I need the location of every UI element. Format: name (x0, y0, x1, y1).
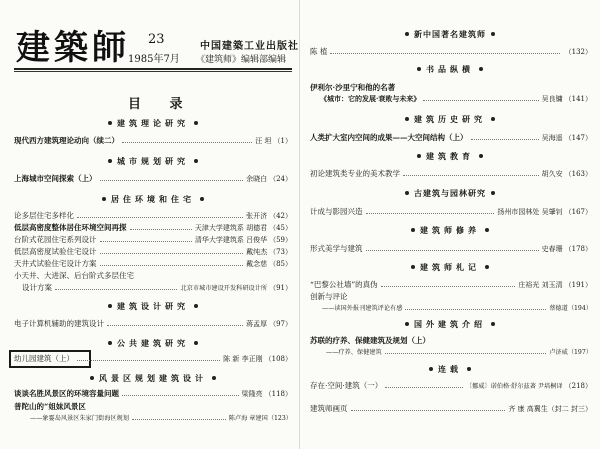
section-header: 建筑理论研究 (14, 117, 292, 129)
toc-entry-subtitle[interactable]: ——象霎岛风景区朱家门街海区规划 陈卢海 章建国 （123） (30, 415, 292, 422)
toc-entry[interactable]: 苏联的疗养、保健建筑及规划（上） (310, 336, 430, 345)
issue-number: 23 (148, 32, 165, 47)
toc-entry[interactable]: 计成与影园兴造 扬州市园林处 吴肇钊 （167） (310, 207, 592, 216)
toc-entry-subtitle[interactable]: ——疗养、保健建筑 卢济威 （197） (326, 349, 592, 356)
toc-entry[interactable]: 《城市：它的发展·衰败与未来》 吴良镛 （141） (320, 94, 592, 103)
toc-entry[interactable]: 建筑师画页 齐 康 高冀生（封二 封三） (310, 404, 592, 413)
toc-entry[interactable]: “巴黎公社墙”的真伪 庄裕光 刘玉清 （191） (310, 280, 592, 289)
section-header: 书品纵横 (308, 63, 592, 75)
toc-entry[interactable]: 存在·空间·建筑（一） 〔挪威〕诺伯格·舒尔兹著 尹培桐译 （218） (310, 381, 592, 390)
toc-entry[interactable]: 低层高密度试验住宅设计 戴纯杰 （73） (14, 247, 292, 256)
section-header: 建筑教育 (308, 150, 592, 162)
section-header: 公共建筑研究 (14, 337, 292, 349)
publisher: 中国建築工业出版社 (200, 41, 299, 52)
toc-entry[interactable]: 初论建筑类专业的美术教学 胡久安 （163） (310, 169, 592, 178)
section-header: 建筑师修养 (308, 224, 592, 236)
toc-title: 目 录 (128, 97, 195, 112)
toc-entry[interactable]: 现代西方建筑理论动向（续二） 汪 坦 （1） (14, 136, 292, 145)
toc-entry-highlighted[interactable]: 幼儿园建筑（上） 陈 新 李正刚 （108） (14, 354, 292, 363)
toc-entry[interactable]: 低层高密度整体居住环境空间再探 天津大学建筑系 胡德君 （45） (14, 223, 292, 232)
section-header: 建筑历史研究 (308, 113, 592, 125)
masthead-rule-thin (14, 71, 292, 72)
toc-entry[interactable]: 伊利尔·沙里宁和他的名著 (310, 83, 396, 92)
toc-entry[interactable]: 陈 植 （132） (310, 47, 592, 56)
toc-entry[interactable]: 形式美学与建筑 史春珊 （178） (310, 244, 592, 253)
toc-entry[interactable]: 普陀山的“姐妹风景区 (14, 402, 86, 411)
editor: 《建筑师》编辑部编辑 (196, 55, 287, 65)
toc-entry[interactable]: 小天井、大进深、后台阶式多层住宅 (14, 271, 134, 280)
section-header: 古建筑与园林研究 (308, 187, 592, 199)
toc-entry[interactable]: 论多层住宅多样化 张开济 （42） (14, 211, 292, 220)
toc-entry[interactable]: 谈谈名胜风景区的环境容量问题 梁隆亮 （118） (14, 389, 292, 398)
toc-entry[interactable]: 电子计算机辅助的建筑设计 蒋孟厚 （97） (14, 319, 292, 328)
issue-date: 1985年7月 (128, 54, 180, 65)
toc-entry[interactable]: 上海城市空间探索（上） 余晓白 （24） (14, 174, 292, 183)
section-header: 连载 (308, 363, 592, 375)
magazine-logo: 建築師 (16, 28, 130, 68)
section-header: 风景区规划建筑设计 (14, 372, 292, 384)
section-header: 居住环境和住宅 (14, 193, 292, 205)
toc-entry[interactable]: 人类扩大室内空间的成果——大空间结构（上） 吴海遥 （147） (310, 133, 592, 142)
toc-entry[interactable]: 设计方案 北京市城市建设开发科研设计所 （91） (22, 283, 292, 292)
right-page (300, 0, 600, 449)
toc-entry[interactable]: 台阶式花园住宅系列设计 清华大学建筑系 吕俊华 （59） (14, 235, 292, 244)
toc-entry-subtitle[interactable]: ——读国外报刊建筑评论有感 蔡德道 （194） (322, 305, 592, 312)
section-header: 建筑设计研究 (14, 300, 292, 312)
toc-entry[interactable]: 创新与评论 (310, 292, 348, 301)
section-header: 建筑师札记 (308, 261, 592, 273)
section-header: 国外建筑介绍 (308, 318, 592, 330)
toc-entry[interactable]: 天井式试验住宅设计方案 戴念慈 （85） (14, 259, 292, 268)
masthead-rule (14, 68, 292, 70)
section-header: 新中国著名建筑师 (308, 28, 592, 40)
section-header: 城市规划研究 (14, 155, 292, 167)
